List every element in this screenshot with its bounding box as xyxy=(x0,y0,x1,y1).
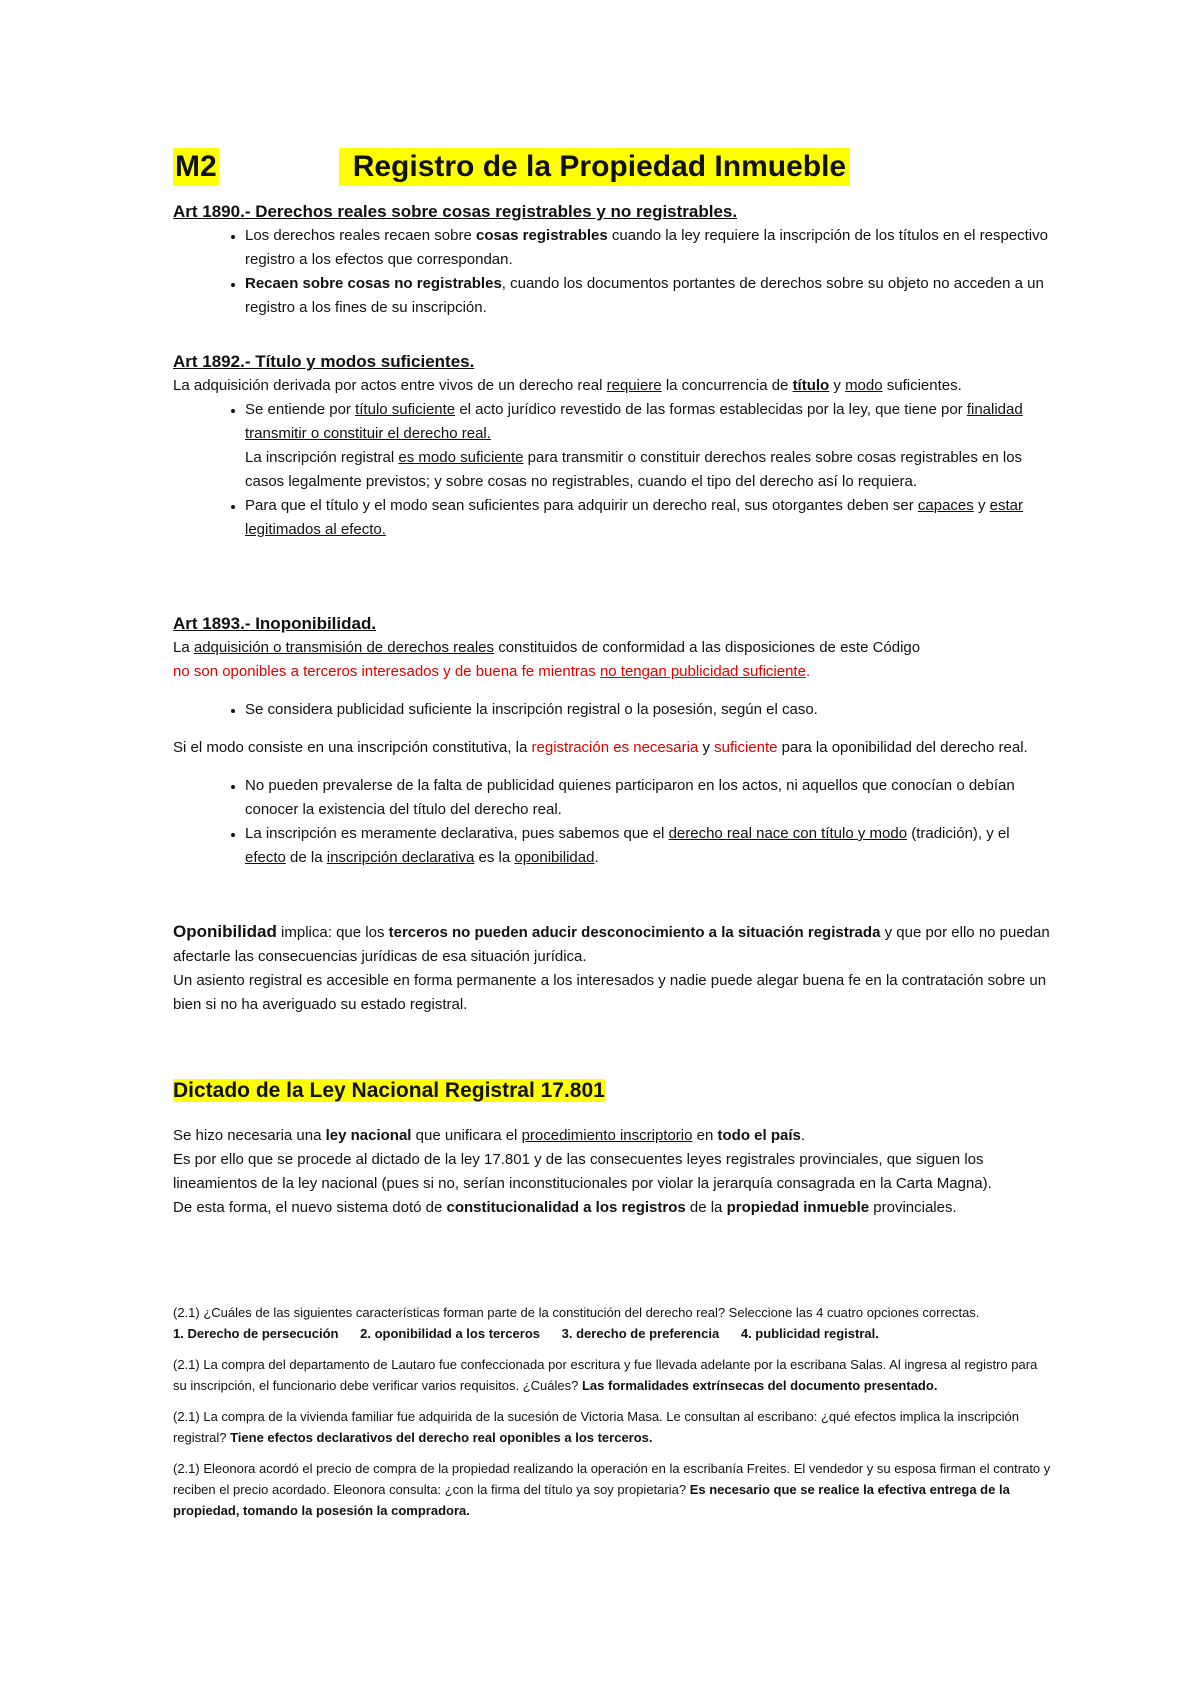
question-2: (2.1) La compra del departamento de Lautaro fue confeccionada por escritura y fue llevada adelante por la escribana Salas. Al ingresa al registro para su inscripción, el funcionario debe verificar varios requisitos. ¿Cuáles? Las formalidades extrínsecas del documento presentado. xyxy=(173,1357,1038,1393)
art-1892-heading: Art 1892.- Título y modos suficientes. xyxy=(173,352,475,371)
art-1890-bullet-2: • Recaen sobre cosas no registrables, cuando los documentos portantes de derechos sobre su objeto no acceden a un registro a los fines de su inscripción. xyxy=(245,272,1053,320)
art-1892-bullet-1: • Se entiende por título suficiente el acto jurídico revestido de las formas establecidas por la ley, que tiene por finalidad transmitir o constituir el derecho real. La inscripción registral es modo suficiente para transmitir o constituir derechos reales sobre cosas registrables en los casos legalmente previstos; y sobre cosas no registrables, cuando el tipo del derecho así lo requiera. xyxy=(245,398,1053,494)
section-art-1892 xyxy=(173,350,1053,542)
ley-paragraph-2: Es por ello que se procede al dictado de la ley 17.801 y de las consecuentes leyes registrales provinciales, que siguen los lineamientos de la ley nacional (pues si no, serían inconstitucionales por violar la jerarquía consagrada en la Carta Magna). xyxy=(173,1151,992,1192)
question-1: (2.1) ¿Cuáles de las siguientes características forman parte de la constitución del derecho real? Seleccione las 4 cuatro opciones correctas. 1. Derecho de persecución 2. oponibilidad a los terceros 3. derecho de preferencia 4. publicidad registral. xyxy=(173,1305,980,1341)
art-1893-paragraph-2: Si el modo consiste en una inscripción constitutiva, la registración es necesaria y suficiente para la oponibilidad del derecho real. xyxy=(173,739,1028,756)
section-oponibilidad xyxy=(173,920,1053,1017)
art-1893-heading: Art 1893.- Inoponibilidad. xyxy=(173,614,377,633)
ley-paragraph-3: De esta forma, el nuevo sistema dotó de constitucionalidad a los registros de la propiedad inmueble provinciales. xyxy=(173,1199,957,1216)
ley-paragraph-1: Se hizo necesaria una ley nacional que unificara el procedimiento inscriptorio en todo el país. xyxy=(173,1127,806,1144)
section-art-1893 xyxy=(173,612,1053,870)
ley-heading: Dictado de la Ley Nacional Registral 17.801 xyxy=(173,1079,605,1102)
art-1890-heading: Art 1890.- Derechos reales sobre cosas registrables y no registrables. xyxy=(173,202,738,221)
section-ley xyxy=(173,1124,1053,1220)
asiento-registral-paragraph: Un asiento registral es accesible en forma permanente a los interesados y nadie puede alegar buena fe en la contratación sobre un bien si no ha averiguado su estado registral. xyxy=(173,972,1047,1013)
question-4: (2.1) Eleonora acordó el precio de compra de la propiedad realizando la operación en la escribanía Freites. El vendedor y su esposa firman el contrato y reciben el precio acordado. Eleonora consulta: ¿con la firma del título ya soy propietaria? Es necesario que se realice la efectiva entrega de la propiedad, tomando la posesión la compradora. xyxy=(173,1461,1051,1518)
art-1893-paragraph-1: La adquisición o transmisión de derechos reales constituidos de conformidad a las disposiciones de este Código no son oponibles a terceros interesados y de buena fe mientras no tengan publicidad suficiente. xyxy=(173,639,921,680)
art-1893-bullet-1: • Se considera publicidad suficiente la inscripción registral o la posesión, según el caso. xyxy=(245,698,1053,722)
oponibilidad-paragraph: Oponibilidad implica: que los terceros no pueden aducir desconocimiento a la situación registrada y que por ello no puedan afectarle las consecuencias jurídicas de esa situación jurídica. xyxy=(173,922,1050,965)
module-code: M2 xyxy=(173,148,219,186)
art-1890-bullet-1: • Los derechos reales recaen sobre cosas registrables cuando la ley requiere la inscripción de los títulos en el respectivo registro a los efectos que correspondan. xyxy=(245,224,1053,272)
art-1893-bullet-3: • La inscripción es meramente declarativa, pues sabemos que el derecho real nace con título y modo (tradición), y el efecto de la inscripción declarativa es la oponibilidad. xyxy=(245,822,1053,870)
page-title xyxy=(173,148,850,186)
question-3: (2.1) La compra de la vivienda familiar fue adquirida de la sucesión de Victoria Masa. Le consultan al escribano: ¿qué efectos implica la inscripción registral? Tiene efectos declarativos del derecho real oponibles a los terceros. xyxy=(173,1409,1019,1445)
section-art-1890 xyxy=(173,200,1053,320)
title-text: Registro de la Propiedad Inmueble xyxy=(339,148,850,186)
art-1892-bullet-2: • Para que el título y el modo sean suficientes para adquirir un derecho real, sus otorgantes deben ser capaces y estar legitimados al efecto. xyxy=(245,494,1053,542)
questions-list xyxy=(173,1302,1053,1531)
art-1893-bullet-2: • No pueden prevalerse de la falta de publicidad quienes participaron en los actos, ni aquellos que conocían o debían conocer la existencia del título del derecho real. xyxy=(245,774,1053,822)
art-1892-paragraph: La adquisición derivada por actos entre vivos de un derecho real requiere la concurrencia de título y modo suficientes. xyxy=(173,377,962,394)
